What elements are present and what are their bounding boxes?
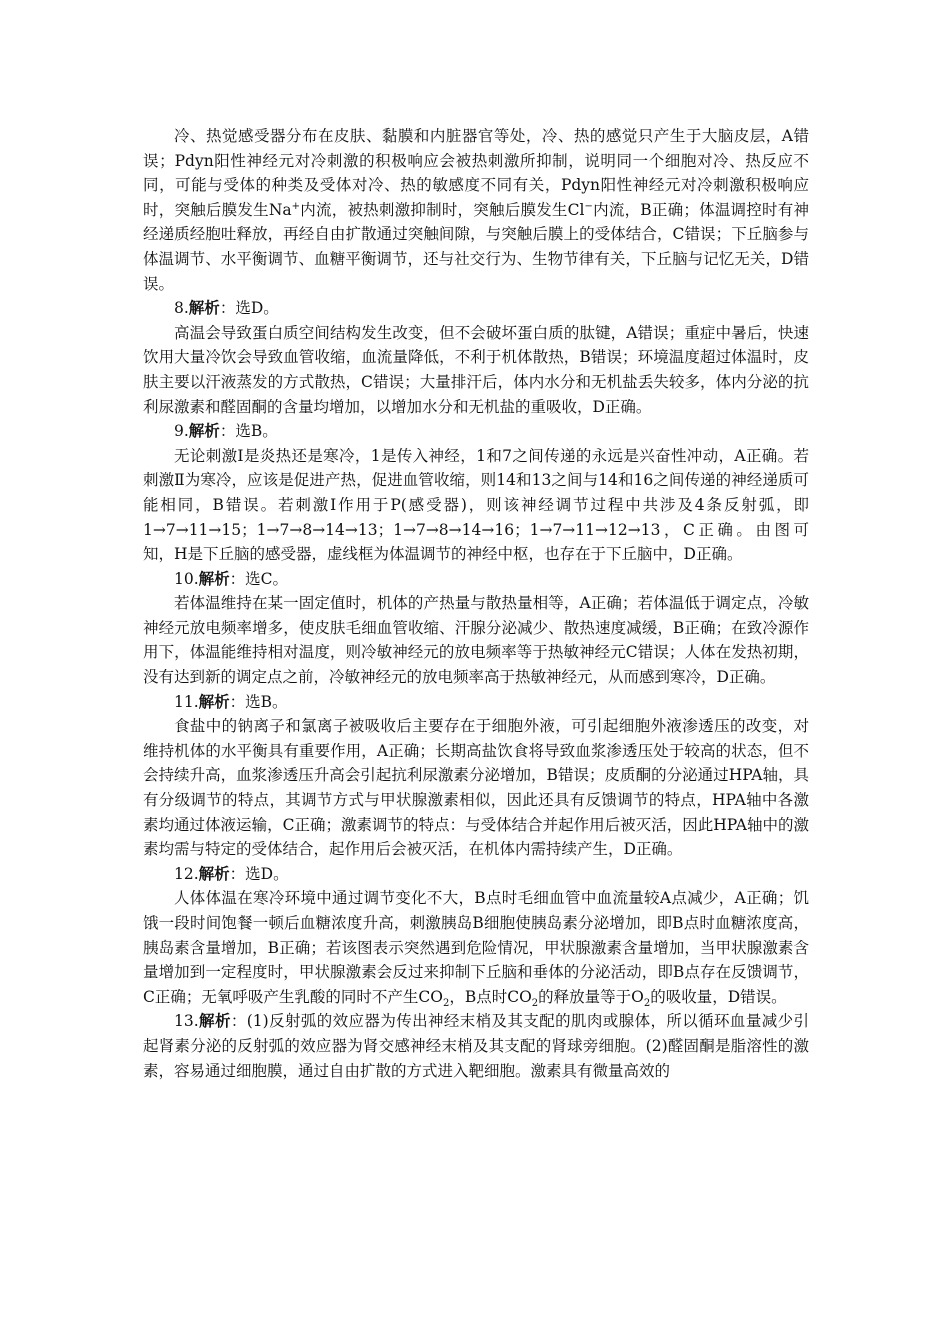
answer-choice: ：选B。: [229, 692, 288, 711]
answer-choice: ：选D。: [229, 864, 289, 883]
explanation-paragraph: 若体温维持在某一固定值时，机体的产热量与散热量相等，A正确；若体温低于调定点，冷敏神经元放电频率增多，使皮肤毛细血管收缩、汗腺分泌减少、散热速度减缓，B正确；在致冷源作用下，体温能维持相对温度，则冷敏神经元的放电频率等于热敏神经元C错误；人体在发热初期，没有达到新的调定点之前，冷敏神经元的放电频率高于热敏神经元，从而感到寒冷，D正确。: [143, 594, 809, 687]
answer-paragraph: [143, 1009, 809, 1083]
analysis-label: 解析: [198, 568, 230, 588]
analysis-label: 解析: [198, 691, 230, 711]
explanation-paragraph: 食盐中的钠离子和氯离子被吸收后主要存在于细胞外液，可引起细胞外液渗透压的改变，对维持机体的水平衡具有重要作用，A正确；长期高盐饮食将导致血浆渗透压处于较高的状态，但不会持续升高，血浆渗透压升高会引起抗利尿激素分泌增加，B错误；皮质酮的分泌通过HPA轴，具有分级调节的特点，其调节方式与甲状腺激素相似，因此还具有反馈调节的特点，HPA轴中各激素均通过体液运输，C正确；激素调节的特点：与受体结合并起作用后被灭活，因此HPA轴中的激素均需与特定的受体结合，起作用后会被灭活，在机体内需持续产生，D正确。: [143, 717, 809, 859]
explanation-paragraph: 冷、热觉感受器分布在皮肤、黏膜和内脏器官等处，冷、热的感觉只产生于大脑皮层，A错误；Pdyn阳性神经元对冷刺激的积极响应会被热刺激所抑制，说明同一个细胞对冷、热反应不同，可能与受体的种类及受体对冷、热的敏感度不同有关，Pdyn阳性神经元对冷刺激积极响应时，突触后膜发生Na+内流，被热刺激抑制时，突触后膜发生Cl−内流，B正确；体温调控时有神经递质经胞吐释放，再经自由扩散通过突触间隙，与突触后膜上的受体结合，C错误；下丘脑参与体温调节、水平衡调节、血糖平衡调节，还与社交行为、生物节律有关，下丘脑与记忆无关，D错误。: [143, 127, 809, 293]
explanation-paragraph: 高温会导致蛋白质空间结构发生改变，但不会破坏蛋白质的肽键，A错误；重症中暑后，快速饮用大量冷饮会导致血管收缩，血流量降低，不利于机体散热，B错误；环境温度超过体温时，皮肤主要以汗液蒸发的方式散热，C错误；大量排汗后，体内水分和无机盐丢失较多，体内分泌的抗利尿激素和醛固酮的含量均增加，以增加水分和无机盐的重吸收，D正确。: [143, 323, 809, 416]
answer-heading: [143, 567, 809, 592]
explanation-paragraph: 人体体温在寒冷环境中通过调节变化不大，B点时毛细血管中血流量较A点减少，A正确；饥饿一段时间饱餐一顿后血糖浓度升高，刺激胰岛B细胞使胰岛素分泌增加，即B点时血糖浓度高，胰岛素含量增加，B正确；若该图表示突然遇到危险情况，甲状腺激素含量增加，当甲状腺激素含量增加到一定程度时，甲状腺激素会反过来抑制下丘脑和垂体的分泌活动，即B点存在反馈调节，C正确；无氧呼吸产生乳酸的同时不产生$CO_2$，B点时$CO_2$的释放量等于$O_2$的吸收量，D错误。: [143, 889, 809, 1009]
answer-heading: [143, 690, 809, 715]
analysis-label: 解析: [188, 421, 220, 441]
answer-choice: ：选D。: [219, 299, 279, 318]
document-page: [143, 124, 809, 1083]
answer-heading: [143, 862, 809, 887]
answer-heading: [143, 296, 809, 321]
question-number: 12.: [174, 864, 199, 883]
answer-choice: ：选C。: [229, 569, 289, 588]
question-number: 13.: [174, 1012, 199, 1031]
analysis-label: 解析: [198, 863, 230, 883]
explanation-paragraph: 无论刺激Ⅰ是炎热还是寒冷，1是传入神经，1和7之间传递的永远是兴奋性冲动，A正确。若刺激Ⅱ为寒冷，应该是促进产热，促进血管收缩，则14和13之间与14和16之间传递的神经递质可能相同，B错误。若刺激Ⅰ作用于P(感受器)，则该神经调节过程中共涉及4条反射弧，即1→7→11→15；1→7→8→14→13；1→7→8→14→16；1→7→11→12→13，C正确。由图可知，H是下丘脑的感受器，虚线框为体温调节的神经中枢，也存在于下丘脑中，D正确。: [143, 446, 809, 564]
question-number: 11.: [174, 692, 199, 711]
answer-heading: [143, 419, 809, 444]
analysis-label: 解析: [188, 298, 220, 318]
question-number: 10.: [174, 569, 199, 588]
answer-choice: ：选B。: [219, 422, 278, 441]
question-number: 9.: [174, 422, 189, 441]
question-number: 8.: [174, 299, 189, 318]
analysis-label: 解析: [198, 1011, 231, 1031]
analysis-text: ：(1)反射弧的效应器为传出神经末梢及其支配的肌肉或腺体，所以循环血量减少引起肾素分泌的反射弧的效应器为肾交感神经末梢及其支配的肾球旁细胞。(2)醛固酮是脂溶性的激素，容易通过细胞膜，通过自由扩散的方式进入靶细胞。激素具有微量高效的: [143, 1012, 809, 1080]
